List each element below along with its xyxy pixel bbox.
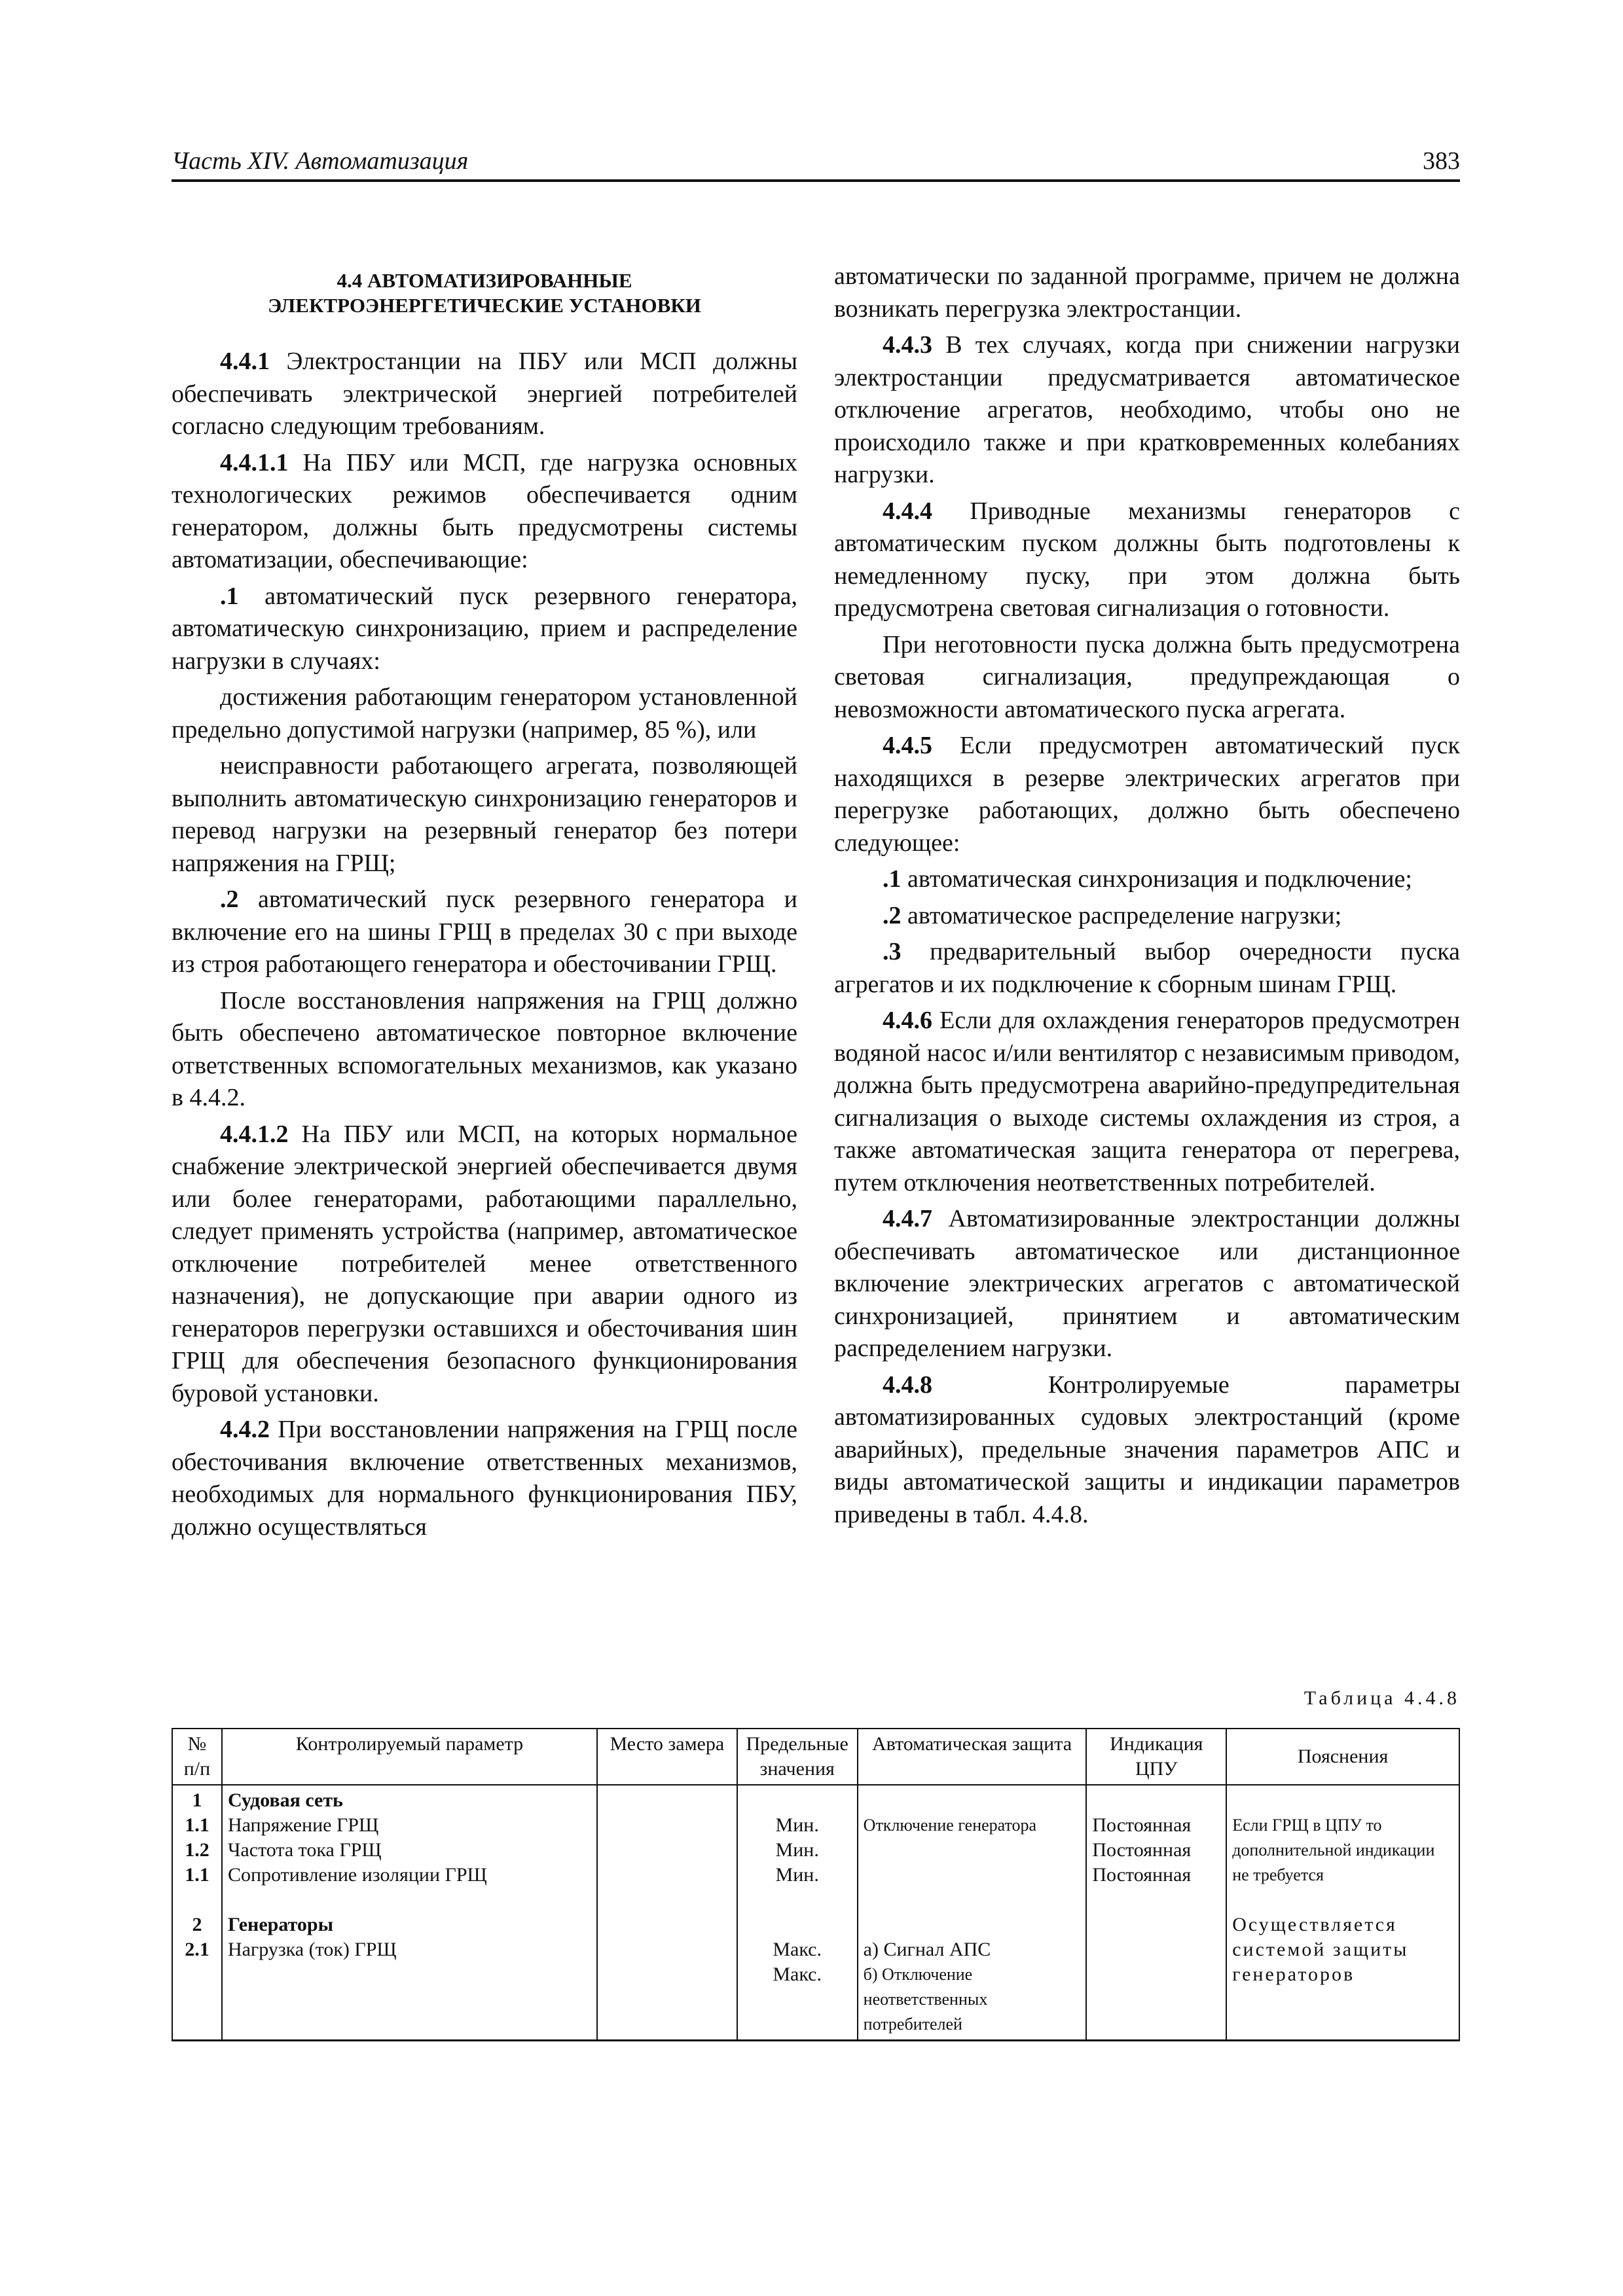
paragraph-case-b: неисправности работающего агрегата, позволяющей выполнить автоматическую синхронизацию генераторов и перевод нагрузки на резервный генератор без потери напряжения на ГРЩ; <box>172 752 797 877</box>
paragraph-4-4-1-2 <box>172 1119 797 1410</box>
indication-value: Постоянная <box>1092 1864 1192 1886</box>
paragraph-text: автоматическая синхронизация и подключение; <box>901 865 1412 893</box>
clause-number: 4.4.7 <box>883 1205 932 1232</box>
paragraph-text: автоматический пуск резервного генератора и включение его на шины ГРЩ в пределах 30 с при выходе из строя работающего генератора и обесточивании ГРЩ. <box>172 886 797 978</box>
group-number: 2 <box>192 1914 202 1935</box>
paragraph-text: Приводные механизмы генераторов с автоматическим пуском должны быть подготовлены к немедленному пуску, при этом должна быть предусмотрена световая сигнализация о готовности. <box>834 497 1460 622</box>
param-name: Частота тока ГРЩ <box>227 1839 382 1861</box>
table-header-row <box>172 1729 1459 1785</box>
left-column <box>172 260 797 1547</box>
page-header <box>172 147 1460 181</box>
paragraph-text: На ПБУ или МСП, на которых нормальное снабжение электрической энергией обеспечивается двумя или более генераторами, работающими параллельно, следует применять устройства (например, автоматическое отключение потребителей менее ответственного назначения), не допускающие при аварии одного из генераторов перегрузки оставшихся и обесточивания шин ГРЩ для обеспечения безопасного функционирования буровой установки. <box>172 1120 797 1407</box>
table-4-4-8 <box>172 1728 1460 2041</box>
row-number: 1.1 <box>185 1814 210 1836</box>
header-protect: Автоматическая защита <box>858 1729 1087 1785</box>
header-limit: Предельные значения <box>737 1729 858 1785</box>
paragraph-text: автоматический пуск резервного генератора, автоматическую синхронизацию, прием и распределение нагрузки в случаях: <box>172 582 797 675</box>
paragraph-4-4-5 <box>834 730 1460 859</box>
item-number: .3 <box>883 938 902 965</box>
paragraph-text: Электростанции на ПБУ или МСП должны обеспечивать электрической энергией потребителей согласно следующим требованиям. <box>172 348 797 440</box>
param-name: Нагрузка (ток) ГРЩ <box>227 1939 397 1960</box>
clause-number: 4.4.1.1 <box>220 448 289 476</box>
clause-number: 4.4.3 <box>883 331 932 359</box>
item-number: .1 <box>220 582 239 610</box>
row-number: 1.1 <box>185 1864 210 1886</box>
header-notes: Пояснения <box>1226 1729 1459 1785</box>
group-title: Судовая сеть <box>227 1789 343 1811</box>
clause-number: 4.4.2 <box>220 1416 270 1443</box>
section-title <box>172 268 797 318</box>
paragraph-item-3 <box>834 936 1460 1001</box>
clause-number: 4.4.1 <box>220 348 270 375</box>
cell-num <box>172 1785 222 2041</box>
param-name: Напряжение ГРЩ <box>227 1814 379 1836</box>
limit-value: Мин. <box>775 1864 819 1886</box>
paragraph-text: Если предусмотрен автоматический пуск находящихся в резерве электрических агрегатов при перегрузке работающих, должно быть обеспечено следующее: <box>834 732 1460 857</box>
paragraph-case-a: достижения работающим генератором установленной предельно допустимой нагрузки (например, 85 %), или <box>172 683 797 744</box>
group-title: Генераторы <box>227 1914 334 1935</box>
item-number: .1 <box>883 865 902 893</box>
paragraph-text: На ПБУ или МСП, где нагрузка основных технологических режимов обеспечивается одним генератором, должны быть предусмотрены системы автоматизации, обеспечивающие: <box>172 448 797 573</box>
header-param: Контролируемый параметр <box>222 1729 597 1785</box>
clause-number: 4.4.8 <box>883 1371 932 1399</box>
paragraph-continuation: автоматически по заданной программе, причем не должна возникать перегрузка электростанции. <box>834 262 1460 323</box>
header-rule <box>172 179 1460 182</box>
cell-limit <box>737 1785 858 2041</box>
group-number: 1 <box>192 1789 202 1811</box>
paragraph-text: предварительный выбор очередности пуска агрегатов и их подключение к сборным шинам ГРЩ. <box>834 938 1460 998</box>
paragraph-item-1 <box>172 581 797 678</box>
row-number: 1.2 <box>185 1839 210 1861</box>
limit-value: Мин. <box>775 1814 819 1836</box>
indication-value: Постоянная <box>1092 1839 1192 1861</box>
cell-indic <box>1086 1785 1226 2041</box>
paragraph-4-4-4 <box>834 495 1460 625</box>
paragraph-restore: После восстановления напряжения на ГРЩ должно быть обеспечено автоматическое повторное включение ответственных вспомогательных механизмов, как указано в 4.4.2. <box>172 986 797 1111</box>
clause-number: 4.4.6 <box>883 1007 932 1034</box>
paragraph-text: Автоматизированные электростанции должны обеспечивать автоматическое или дистанционное включение электрических агрегатов с автоматической синхронизацией, принятием и автоматическим распределением нагрузки. <box>834 1205 1460 1362</box>
paragraph-item-2 <box>834 900 1460 933</box>
paragraph-item-1 <box>834 863 1460 896</box>
item-number: .2 <box>883 901 902 929</box>
paragraph-4-4-1 <box>172 346 797 443</box>
cell-param <box>222 1785 597 2041</box>
clause-number: 4.4.4 <box>883 497 932 525</box>
table-row <box>172 1785 1459 2041</box>
param-name: Сопротивление изоляции ГРЩ <box>227 1864 487 1886</box>
notes-text: Осуществляется системой защиты генераторов <box>1232 1914 1409 1985</box>
section-title-line1: 4.4 АВТОМАТИЗИРОВАННЫЕ <box>337 269 632 292</box>
limit-value: Мин. <box>775 1839 819 1861</box>
protection-text: а) Сигнал АПС <box>863 1939 991 1960</box>
paragraph-text: В тех случаях, когда при снижении нагрузки электростанции предусматривается автоматическое отключение агрегатов, необходимо, чтобы оно не происходило также и при кратковременных колебаниях нагрузки. <box>834 331 1460 488</box>
paragraph-4-4-3 <box>834 329 1460 492</box>
header-num: № п/п <box>172 1729 222 1785</box>
limit-value: Макс. <box>773 1939 822 1960</box>
paragraph-4-4-8 <box>834 1369 1460 1532</box>
paragraph-4-4-1-1 <box>172 447 797 577</box>
protection-text: б) Отключение неответственных потребителей <box>863 1965 988 2034</box>
cell-notes <box>1226 1785 1459 2041</box>
notes-text: Если ГРЩ в ЦПУ то дополнительной индикации не требуется <box>1232 1816 1435 1884</box>
paragraph-4-4-6 <box>834 1005 1460 1199</box>
page-number: 383 <box>1423 147 1460 175</box>
cell-protect <box>858 1785 1087 2041</box>
header-indic: Индикация ЦПУ <box>1086 1729 1226 1785</box>
paragraph-text: автоматическое распределение нагрузки; <box>901 901 1342 929</box>
paragraph-item-2 <box>172 884 797 981</box>
paragraph-text: При восстановлении напряжения на ГРЩ после обесточивания включение ответственных механизмов, необходимых для нормального функционирования ПБУ, должно осуществляться <box>172 1416 797 1541</box>
table-label: Таблица 4.4.8 <box>1304 1687 1460 1709</box>
cell-place <box>597 1785 737 2041</box>
paragraph-4-4-7 <box>834 1203 1460 1365</box>
protection-text: Отключение генератора <box>863 1816 1037 1835</box>
row-number: 2.1 <box>185 1939 210 1960</box>
header-place: Место замера <box>597 1729 737 1785</box>
paragraph-4-4-2 <box>172 1414 797 1543</box>
indication-value: Постоянная <box>1092 1814 1192 1836</box>
clause-number: 4.4.1.2 <box>220 1120 289 1148</box>
paragraph-not-ready: При неготовности пуска должна быть предусмотрена световая сигнализация, предупреждающая о невозможности автоматического пуска агрегата. <box>834 630 1460 723</box>
section-title-line2: ЭЛЕКТРОЭНЕРГЕТИЧЕСКИЕ УСТАНОВКИ <box>268 294 701 317</box>
limit-value: Макс. <box>773 1964 822 1985</box>
right-column <box>834 260 1460 1535</box>
paragraph-text: Контролируемые параметры автоматизированных судовых электростанций (кроме аварийных), предельные значения параметров АПС и виды автоматической защиты и индикации параметров приведены в табл. 4.4.8. <box>834 1371 1460 1528</box>
item-number: .2 <box>220 886 239 913</box>
clause-number: 4.4.5 <box>883 732 932 759</box>
header-title: Часть XIV. Автоматизация <box>172 147 469 175</box>
paragraph-text: Если для охлаждения генераторов предусмотрен водяной насос и/или вентилятор с независимым приводом, должна быть предусмотрена аварийно-предупредительная сигнализация о выходе системы охлаждения из строя, а также автоматическая защита генератора от перегрева, путем отключения неответственных потребителей. <box>834 1007 1460 1196</box>
